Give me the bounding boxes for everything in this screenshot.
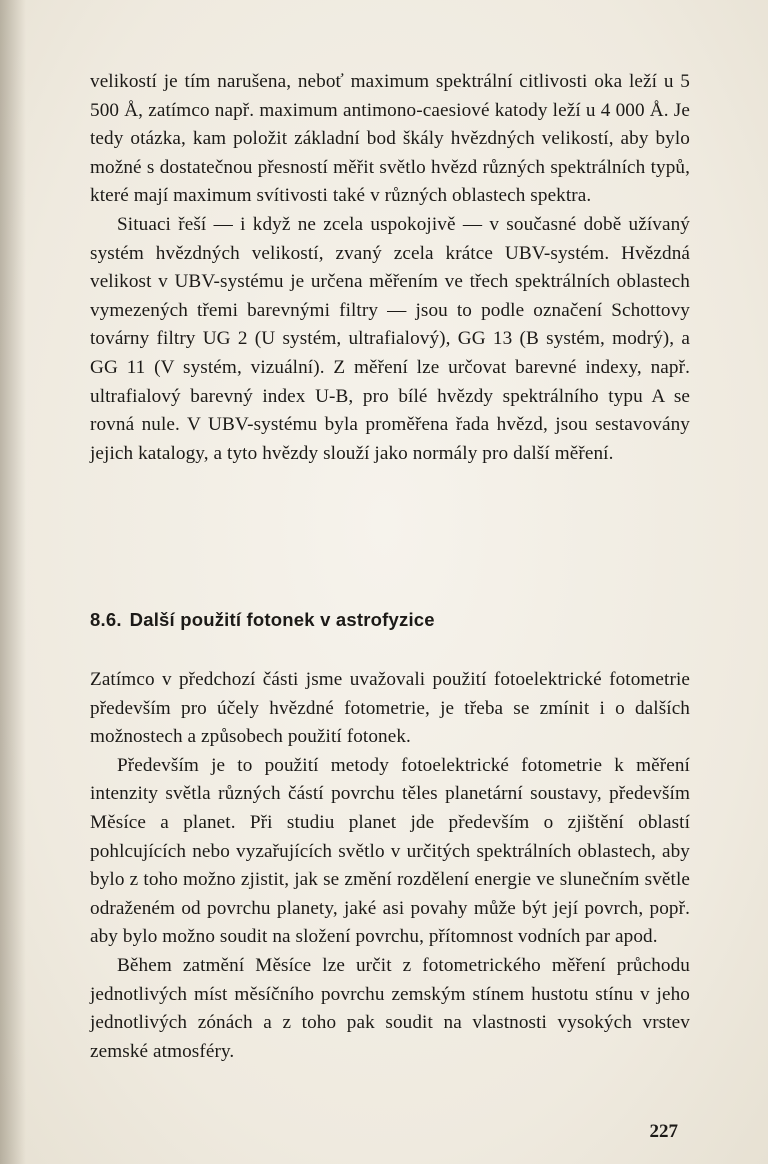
- page-number: 227: [649, 1121, 678, 1142]
- paragraph-eclipse: Během zatmění Měsíce lze určit z fotometrického měření průchodu jednotlivých míst měsíčního povrchu zemským stínem hustotu stínu v jeho jednotlivých zónách a z toho pak soudit na vlastnosti vysokých vrstev zemské atmosféry.: [90, 954, 690, 1062]
- section-title: Další použití fotonek v astrofyzice: [129, 609, 435, 630]
- binding-shadow: [0, 0, 26, 1164]
- paragraph-continued: velikostí je tím narušena, neboť maximum spektrální citlivosti oka leží u 5 500 Å, zatímco např. maximum antimono-caesiové katody leží u 4 000 Å. Je tedy otázka, kam položit základní bod škály hvězdných velikostí, aby bylo možné s dostatečnou přesností měřit světlo hvězd různých spektrálních typů, které mají maximum svítivosti také v různých oblastech spektra.: [90, 71, 690, 207]
- section-number: 8.6.: [90, 609, 122, 630]
- bottom-text-block: [90, 666, 690, 1066]
- paragraph-intro: Zatímco v předchozí části jsme uvažovali použití fotoelektrické fotometrie především pro účely hvězdné fotometrie, je třeba se zmínit i o dalších možnostech a způsobech použití fotonek.: [90, 669, 690, 748]
- section-heading: [90, 609, 435, 631]
- paragraph-planets: Především je to použití metody fotoelektrické fotometrie k měření intenzity světla různých částí povrchu těles planetární soustavy, především Měsíce a planet. Při studiu planet jde především o zjištění oblastí pohlcujících nebo vyzařujících světlo v určitých spektrálních oblastech, aby bylo z toho možno zjistit, jak se změní rozdělení energie ve slunečním světle odraženém od povrchu planety, jaké asi povahy může být její povrch, popř. aby bylo možno soudit na složení povrchu, přítomnost vodních par apod.: [90, 754, 690, 948]
- top-text-block: [90, 68, 690, 468]
- paragraph-ubv-system: Situaci řeší — i když ne zcela uspokojivě — v současné době užívaný systém hvězdných velikostí, zvaný zcela krátce UBV-systém. Hvězdná velikost v UBV-systému je určena měřením ve třech spektrálních oblastech vymezených třemi barevnými filtry — jsou to podle označení Schottovy továrny filtry UG 2 (U systém, ultrafialový), GG 13 (B systém, modrý), a GG 11 (V systém, vizuální). Z měření lze určovat barevné indexy, např. ultrafialový barevný index U-B, pro bílé hvězdy spektrálního typu A se rovná nule. V UBV-systému byla proměřena řada hvězd, jsou sestavovány jejich katalogy, a tyto hvězdy slouží jako normály pro další měření.: [90, 213, 690, 464]
